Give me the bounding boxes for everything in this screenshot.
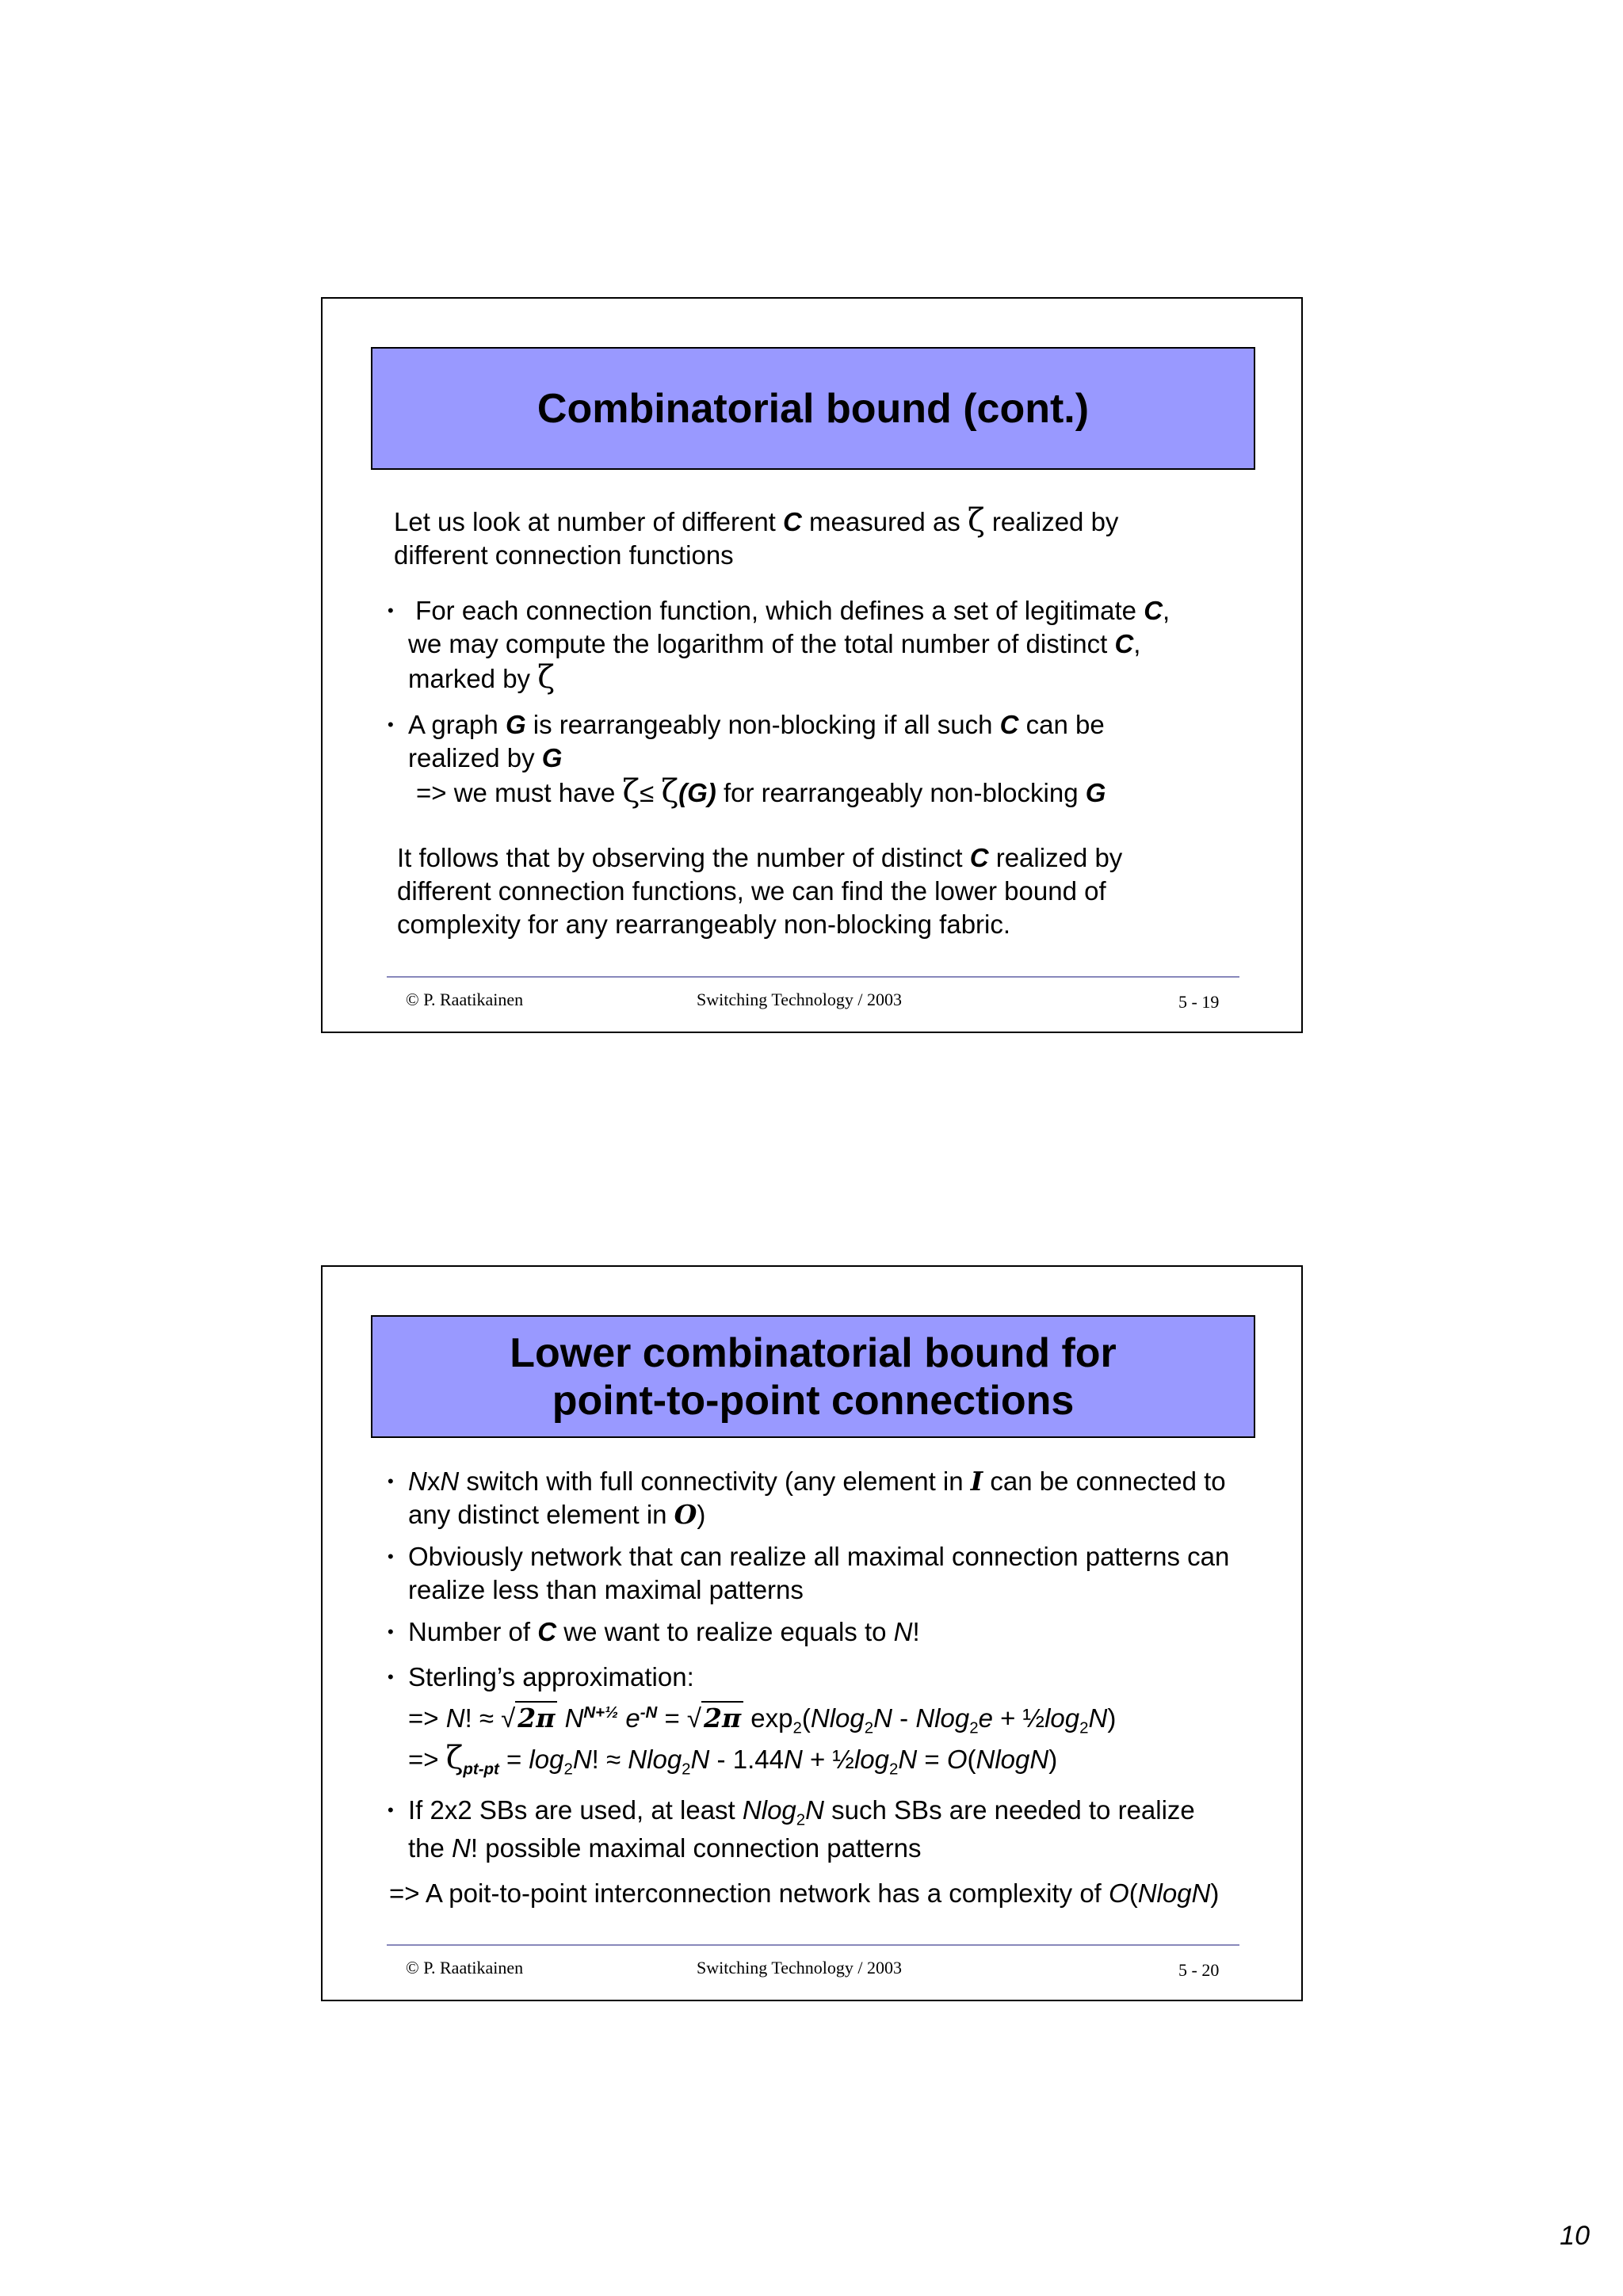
footer-divider	[387, 1944, 1239, 1946]
bullet-item: • Number of C we want to realize equals to N!	[388, 1617, 920, 1646]
bullet-item: • Obviously network that can realize all maximal connection patterns can realize less than maximal patterns	[388, 1542, 1230, 1604]
slide-title-text: Combinatorial bound (cont.)	[537, 385, 1090, 432]
footer-divider	[387, 976, 1239, 978]
slide-number: 5 - 20	[1178, 1960, 1220, 1980]
footer-author: © P. Raatikainen	[406, 990, 524, 1009]
bullet-item: • NxN switch with full connectivity (any element in I can be connected to any distinct element in O)	[388, 1466, 1226, 1530]
intro-paragraph: Let us look at number of different C measured as ζ realized by different connection functions	[394, 502, 1119, 570]
bullet-item: • If 2x2 SBs are used, at least Nlog$_2$N such SBs are needed to realize the N! possible maximal connection patterns	[388, 1795, 1195, 1863]
slide-5-19	[321, 297, 1303, 1033]
slide-5-20	[321, 1265, 1303, 2001]
slide-number: 5 - 19	[1178, 992, 1220, 1012]
bullet-item: • A graph G is rearrangeably non-blocking if all such C can be realized by G => we must have ζ≤ ζ(G) for rearrangeably non-blocking G	[388, 710, 1106, 810]
stirling-formula-1: => N! ≈ √2π $N^{N+\frac{1}{2}}$ $e^{-N} = √2\pi$ $\exp_2(Nlog_2N - Nlog_2e$ + $\frac{1}{2}\log_2N$)	[408, 1703, 1117, 1737]
bullet-item: • Sterling’s approximation: => N! ≈ √2π $N^{N+\frac{1}{2}}$ $e^{-N} = √2\pi$ $\exp_2(Nlog_2N - Nlog_2e$ + $\frac{1}{2}\log_2N$) => $\zeta_{pt-pt} = \log_2N$! ≈ $Nlog_2N - 1.44N + \frac{1}{2}\log_2N = O(NlogN)$	[388, 1662, 1117, 1779]
slide-title-line-2: point-to-point connections	[552, 1377, 1075, 1424]
slide-title-line-1: Lower combinatorial bound for	[510, 1329, 1117, 1376]
conclusion-paragraph: It follows that by observing the number of distinct C realized by different connection functions, we can find the lower bound of complexity for any rearrangeably non-blocking fabric.	[397, 843, 1123, 939]
slide-title	[371, 347, 1255, 470]
stirling-formula-2: => $\zeta_{pt-pt} = \log_2N$! ≈ $Nlog_2N - 1.44N + \frac{1}{2}\log_2N = O(NlogN)$	[408, 1740, 1058, 1779]
page-number: 10	[1560, 2221, 1590, 2251]
conclusion-paragraph: => A poit-to-point interconnection network has a complexity of O(NlogN)	[389, 1878, 1220, 1908]
slide-title	[371, 1315, 1255, 1438]
footer-author: © P. Raatikainen	[406, 1958, 524, 1978]
bullet-item: • For each connection function, which defines a set of legitimate C, we may compute the logarithm of the total number of distinct C, marked by ζ	[388, 596, 1170, 696]
footer-course: Switching Technology / 2003	[697, 1958, 902, 1978]
footer-course: Switching Technology / 2003	[697, 990, 902, 1009]
